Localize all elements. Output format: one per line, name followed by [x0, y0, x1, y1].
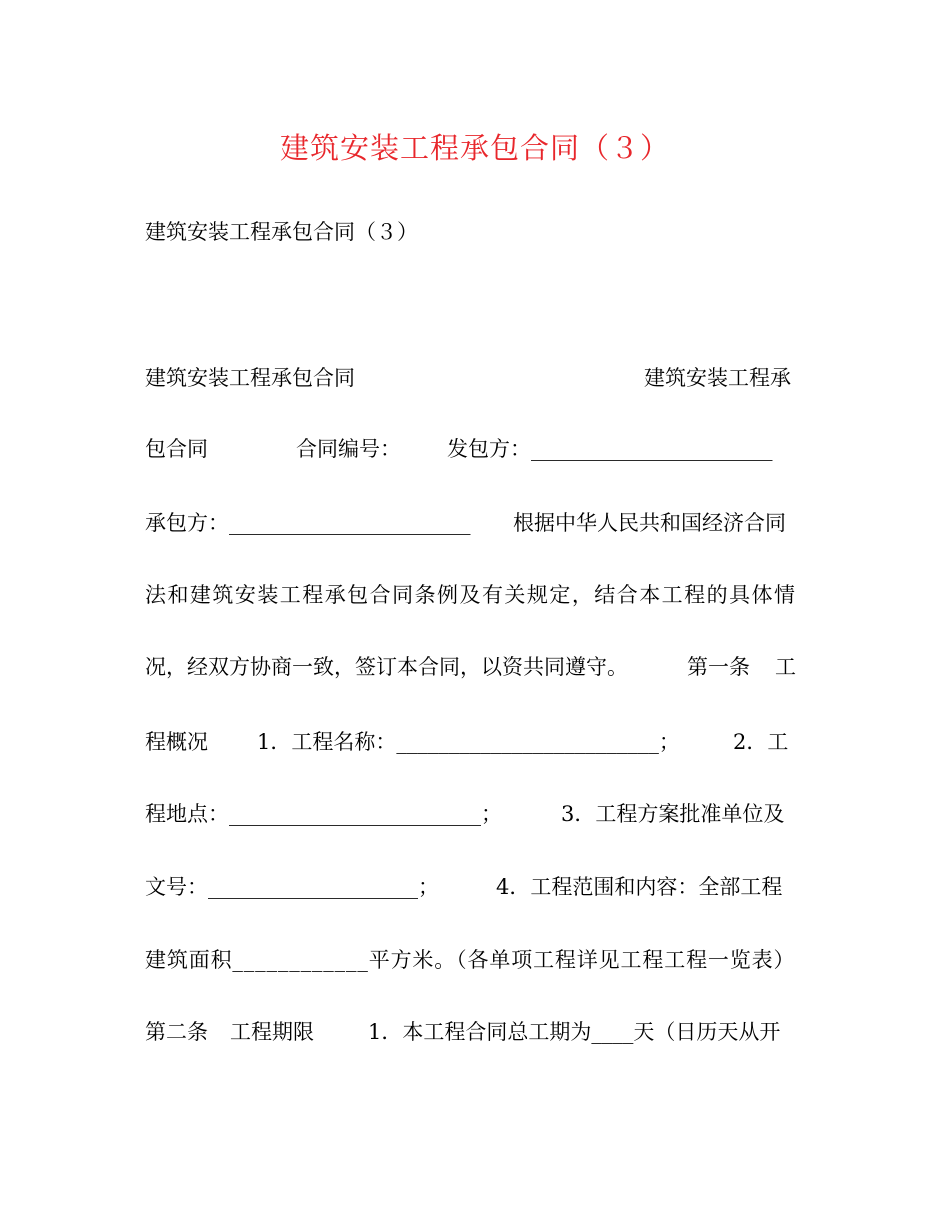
contractor-field: 承包方：_______________________ — [145, 511, 471, 535]
text-line — [145, 358, 795, 398]
text-segment: 4．工程范围和内容：全部工程 — [496, 875, 783, 899]
text-line — [145, 647, 795, 687]
text-line — [145, 212, 795, 252]
article-heading: 第一条 — [687, 655, 750, 679]
text-line — [145, 503, 795, 543]
building-area-field: 建筑面积____________平方米。（各单项工程详见工程工程一览表） — [145, 948, 796, 972]
text-segment: 建筑安装工程承 — [644, 366, 791, 390]
text-segment: 工程期限 — [230, 1020, 314, 1044]
document-title: 建筑安装工程承包合同（３） — [279, 131, 670, 165]
text-line — [145, 575, 795, 615]
employer-field: 发包方：_______________________ — [447, 437, 773, 461]
article-heading: 第二条 — [145, 1020, 208, 1044]
duration-field: 1．本工程合同总工期为____天（日历天从开 — [368, 1020, 781, 1044]
text-line — [145, 794, 795, 834]
text-line — [145, 722, 795, 762]
text-segment: 法和建筑安装工程承包合同条例及有关规定，结合本工程的具体情 — [145, 583, 797, 607]
text-segment: 3．工程方案批准单位及 — [561, 802, 785, 826]
text-segment: 包合同 — [145, 437, 208, 461]
project-name-field: 1．工程名称：_________________________； — [257, 730, 680, 754]
text-segment: 建筑安装工程承包合同 — [145, 366, 355, 390]
project-location-field: 程地点：________________________； — [145, 802, 502, 826]
text-line — [145, 1012, 795, 1052]
text-line — [145, 940, 795, 980]
text-segment: 根据中华人民共和国经济合同 — [513, 511, 786, 535]
text-segment: 工 — [775, 655, 795, 679]
text-segment: 2．工 — [733, 730, 789, 754]
text-line — [145, 429, 795, 469]
document-number-field: 文号：____________________； — [145, 875, 439, 899]
text-line — [145, 867, 795, 907]
contract-number-label: 合同编号： — [296, 437, 401, 461]
text-segment: 程概况 — [145, 730, 208, 754]
text-segment: 况，经双方协商一致，签订本合同，以资共同遵守。 — [145, 655, 628, 679]
subtitle-text: 建筑安装工程承包合同（３） — [145, 220, 418, 244]
